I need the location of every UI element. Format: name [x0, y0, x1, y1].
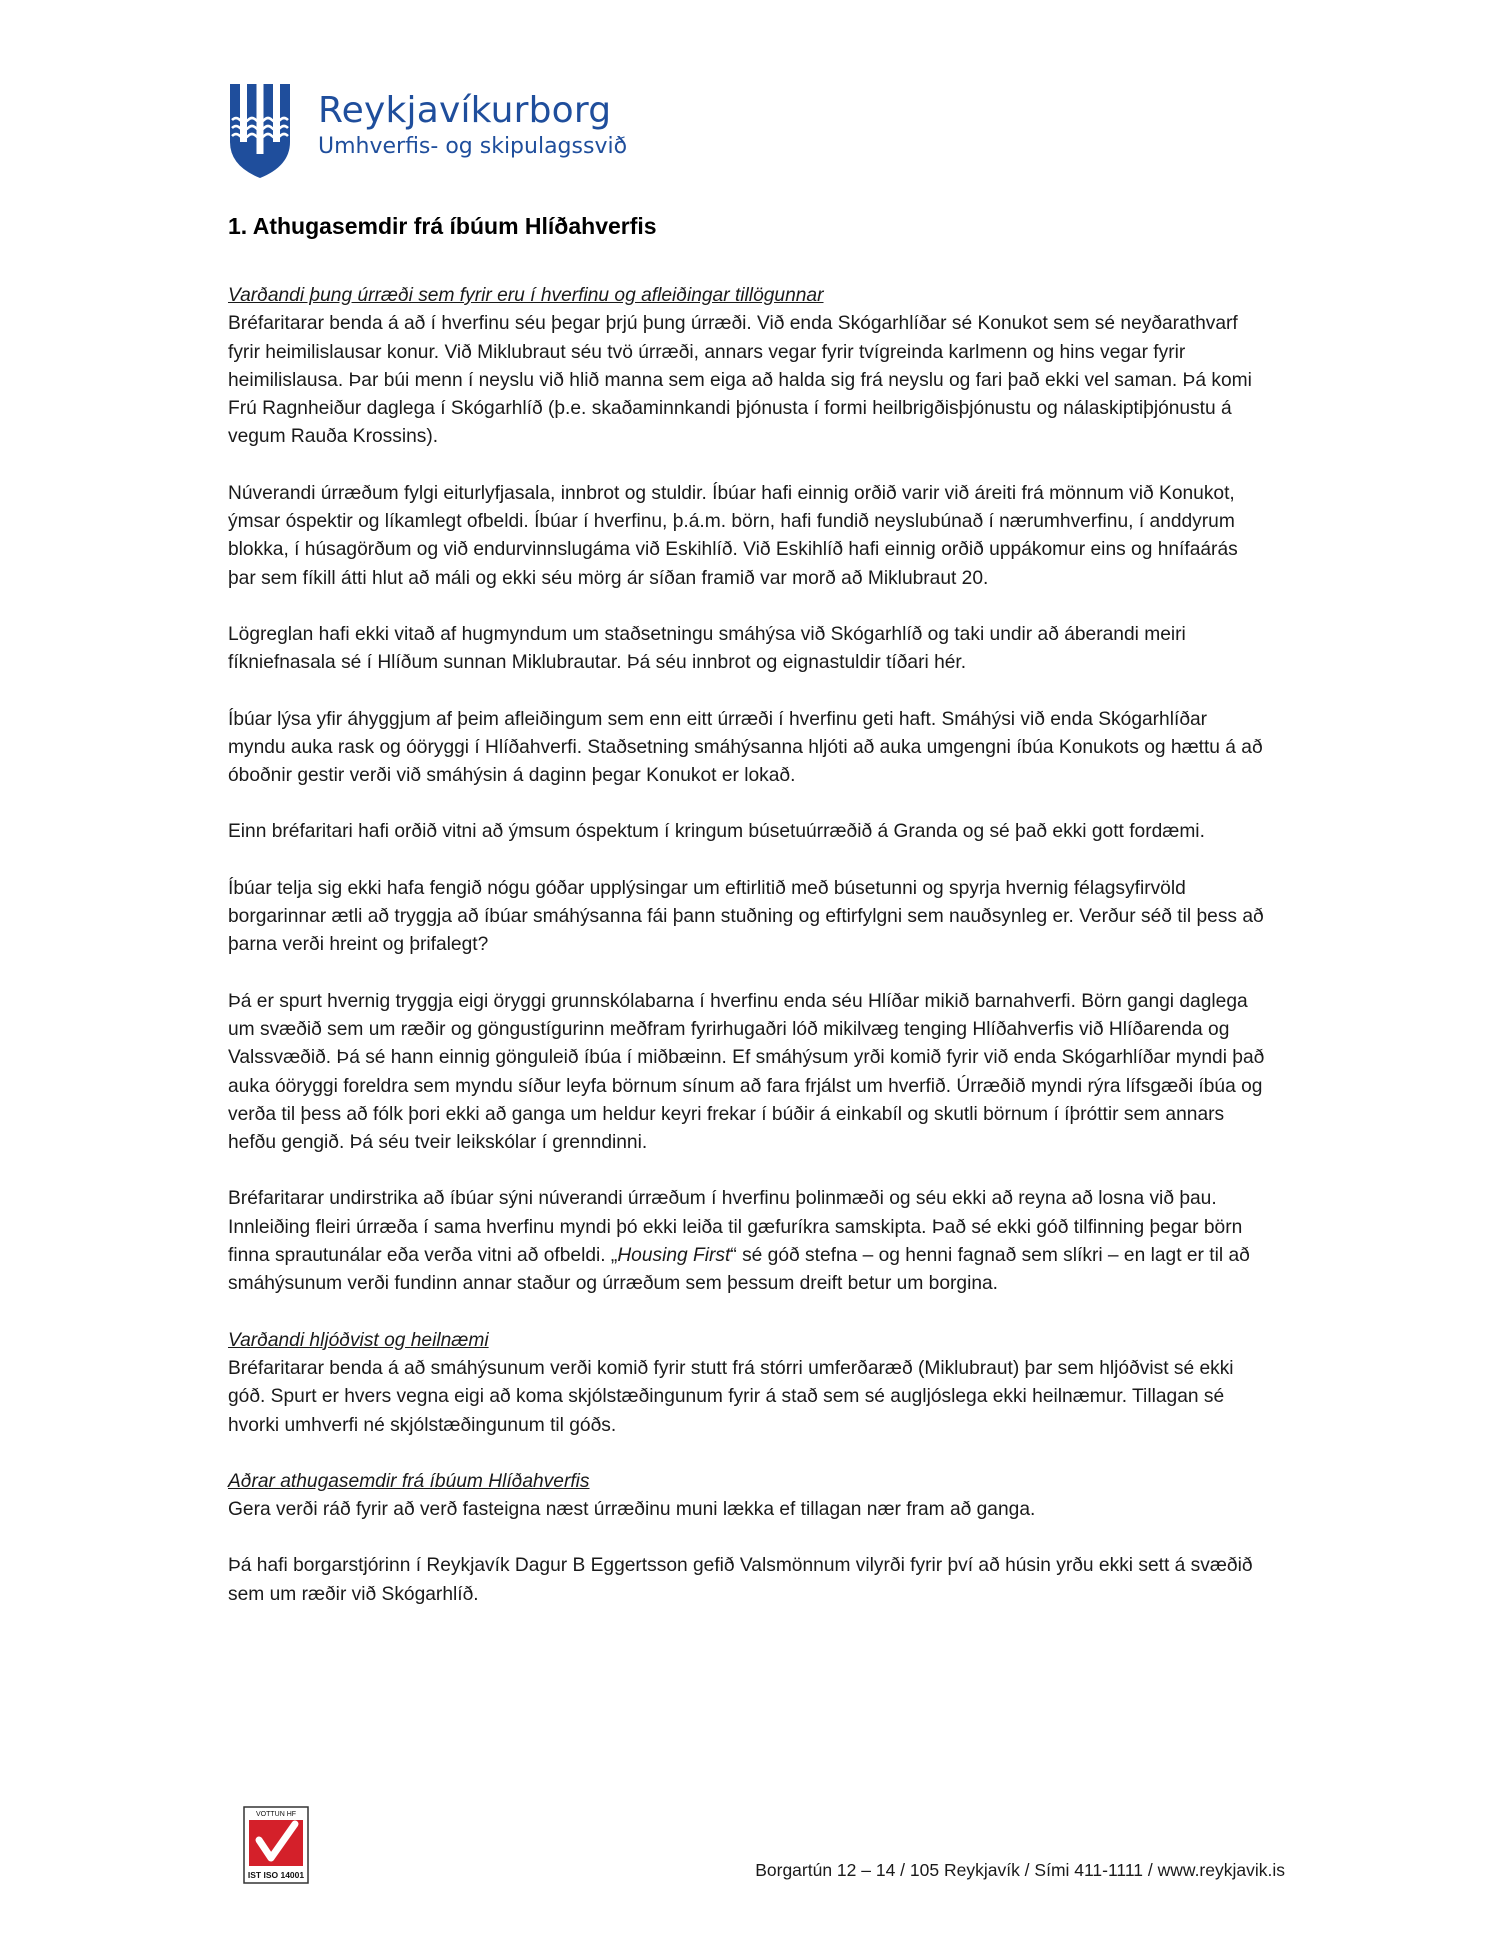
paragraph: Bréfaritarar benda á að í hverfinu séu þegar þrjú þung úrræði. Við enda Skógarhlíðar sé Konukot sem sé neyðarathvarf fyrir heimilislausar konur. Við Miklubraut séu tvö úrræði, annars vegar fyrir tvígreinda karlmenn og hins vegar fyrir heimilislausa. Þar búi menn í neyslu við hlið manna sem eiga að halda sig frá neyslu og fari það ekki vel saman. Þá komi Frú Ragnheiður daglega í Skógarhlíð (þ.e. skaðaminnkandi þjónusta í formi heilbrigðisþjónustu og nálaskiptiþjónustu á vegum Rauða Krossins).: [228, 313, 1252, 448]
section-heading: Aðrar athugasemdir frá íbúum Hlíðahverfis: [228, 1470, 590, 1492]
cert-bottom-label: IST ISO 14001: [247, 1870, 305, 1880]
paragraph: Íbúar lýsa yfir áhyggjum af þeim afleiðingum sem enn eitt úrræði í hverfinu geti haft. Smáhýsi við enda Skógarhlíðar myndu auka rask og óöryggi í Hlíðahverfi. Staðsetning smáhýsanna hljóti að auka umgengni íbúa Konukots og hættu á að óboðnir gestir verði við smáhýsin á daginn þegar Konukot er lokað.: [228, 708, 1263, 787]
paragraph: Þá er spurt hvernig tryggja eigi öryggi grunnskólabarna í hverfinu enda séu Hlíðar mikið barnahverfi. Börn gangi daglega um svæðið sem um ræðir og göngustígurinn meðfram fyrirhugaðri lóð mikilvæg tenging Hlíðahverfis við Hlíðarenda og Valssvæðið. Þá sé hann einnig gönguleið íbúa í miðbæinn. Ef smáhýsum yrði komið fyrir við enda Skógarhlíðar myndi það auka óöryggi foreldra sem myndu síður leyfa börnum sínum að fara frjálst um hverfið. Úrræðið myndi rýra lífsgæði íbúa og verða til þess að fólk þori ekki að ganga um heldur keyri frekar í búðir á einkabíl og skutli börnum í íþróttir sem annars hefðu gengið. Þá séu tveir leikskólar í grenndinni.: [228, 990, 1265, 1154]
paragraph: Einn bréfaritari hafi orðið vitni að ýmsum óspektum í kringum búsetuúrræðið á Granda og sé það ekki gott fordæmi.: [228, 821, 1205, 843]
document-body: [228, 210, 1268, 1637]
paragraph: Þá hafi borgarstjórinn í Reykjavík Dagur B Eggertsson gefið Valsmönnum vilyrði fyrir því að húsin yrðu ekki sett á svæðið sem um ræðir við Skógarhlíð.: [228, 1555, 1253, 1605]
iso-certification-icon: [243, 1806, 309, 1884]
paragraph: Íbúar telja sig ekki hafa fengið nógu góðar upplýsingar um eftirlitið með búsetunni og spyrja hvernig félagsyfirvöld borgarinnar ætli að tryggja að íbúar smáhýsanna fái þann stuðning og eftirfylgni sem nauðsynleg er. Verður séð til þess að þarna verði hreint og þrifalegt?: [228, 877, 1264, 956]
header-logo: [228, 82, 648, 182]
paragraph-text: Bréfaritarar undirstrika að íbúar sýni núverandi úrræðum í hverfinu þolinmæði og séu ekki að reyna að losna við þau. Innleiðing fleiri úrræða í sama hverfinu myndi þó ekki leiða til gæfuríkra samskipta. Það sé ekki góð tilfinning þegar börn finna sprautunálar eða verða vitni að ofbeldi. „: [228, 1188, 1243, 1267]
footer-address: Borgartún 12 – 14 / 105 Reykjavík / Sími 411-1111 / www.reykjavik.is: [755, 1860, 1285, 1880]
paragraph: [228, 1185, 1268, 1298]
housing-first-term: Housing First: [617, 1245, 731, 1267]
paragraph-text: “ sé góð stefna – og henni fagnað sem slíkri – en lagt er til að smáhýsunum verði fundinn annar staður og úrræðum sem þessum dreift betur um borgina.: [228, 1245, 1250, 1295]
page-title: 1. Athugasemdir frá íbúum Hlíðahverfis: [228, 213, 657, 239]
paragraph: Núverandi úrræðum fylgi eiturlyfjasala, innbrot og stuldir. Íbúar hafi einnig orðið varir við áreiti frá mönnum við Konukot, ýmsar óspektir og líkamlegt ofbeldi. Íbúar í hverfinu, þ.á.m. börn, hafi fundið neyslubúnað í nærumhverfinu, í anddyrum blokka, í húsagörðum og við endurvinnslugáma við Eskihlíð. Við Eskihlíð hafi einnig orðið uppákomur eins og hnífaárás þar sem fíkill átti hlut að máli og ekki séu mörg ár síðan framið var morð að Miklubraut 20.: [228, 482, 1238, 589]
reykjavik-shield-icon: [228, 82, 292, 180]
paragraph: Bréfaritarar benda á að smáhýsunum verði komið fyrir stutt frá stórri umferðaræð (Miklubraut) þar sem hljóðvist sé ekki góð. Spurt er hvers vegna eigi að koma skjólstæðingunum fyrir á stað sem sé augljóslega ekki heilnæmur. Tillagan sé hvorki umhverfi né skjólstæðingunum til góðs.: [228, 1357, 1234, 1436]
section-heading: Varðandi hljóðvist og heilnæmi: [228, 1329, 489, 1351]
org-name: Reykjavíkurborg: [318, 90, 612, 131]
paragraph: Lögreglan hafi ekki vitað af hugmyndum um staðsetningu smáhýsa við Skógarhlíð og taki undir að áberandi meiri fíkniefnasala sé í Hlíðum sunnan Miklubrautar. Þá séu innbrot og eignastuldir tíðari hér.: [228, 623, 1186, 674]
paragraph: Gera verði ráð fyrir að verð fasteigna næst úrræðinu muni lækka ef tillagan nær fram að ganga.: [228, 1499, 1036, 1521]
cert-top-label: VOTTUN HF: [255, 1811, 297, 1818]
section-heading: Varðandi þung úrræði sem fyrir eru í hverfinu og afleiðingar tillögunnar: [228, 285, 824, 306]
department-name: Umhverfis- og skipulagssvið: [318, 134, 628, 159]
